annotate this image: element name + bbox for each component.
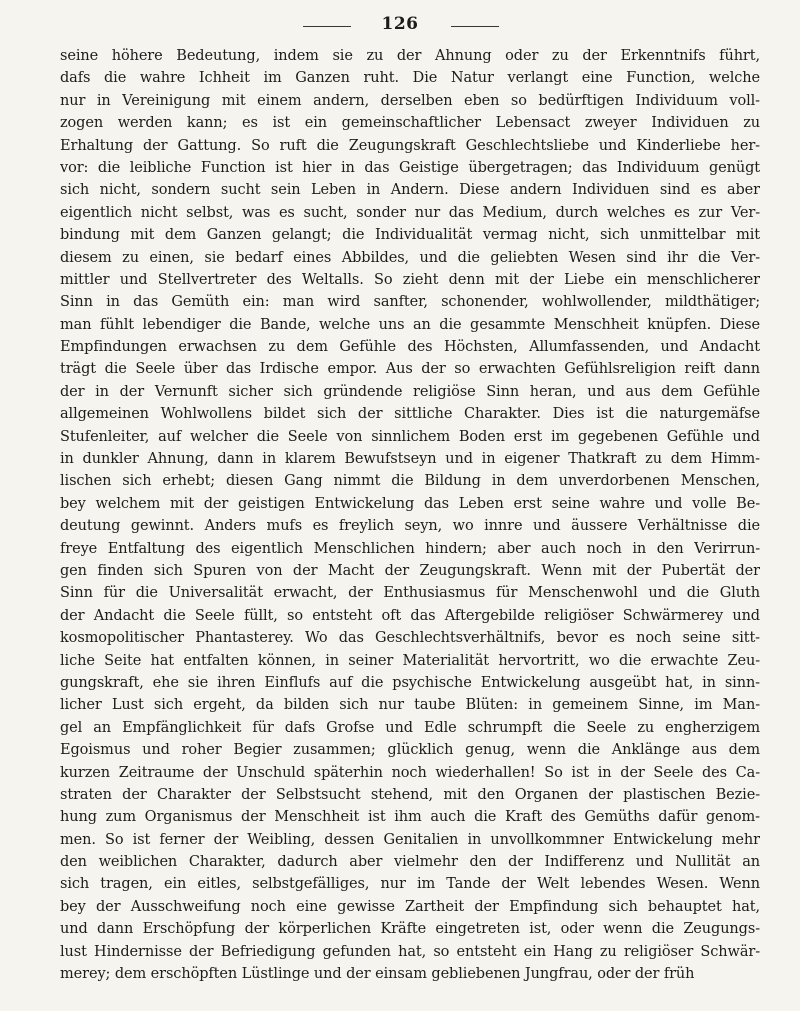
text-line: Sinn in das Gemüth ein: man wird sanfter, schonender, wohlwollender, mildthätiger;: [60, 294, 760, 311]
text-line: deutung gewinnt. Anders mufs es freylich seyn, wo innre und äussere Verhältnisse die: [60, 518, 760, 535]
header-rule-right: [451, 26, 499, 27]
text-line: men. So ist ferner der Weibling, dessen Genitalien in unvollkommner Entwickelung mehr: [60, 831, 760, 848]
text-line: allgemeinen Wohlwollens bildet sich der sittliche Charakter. Dies ist die naturgemäfse: [60, 406, 760, 423]
text-line: zogen werden kann; es ist ein gemeinschaftlicher Lebensact zweyer Individuen zu: [60, 115, 760, 132]
text-line: Sinn für die Universalität erwacht, der Enthusiasmus für Menschenwohl und die Gluth: [60, 585, 760, 602]
text-line: bey welchem mit der geistigen Entwickelung das Leben erst seine wahre und volle Be-: [60, 495, 760, 512]
text-line: man fühlt lebendiger die Bande, welche uns an die gesammte Menschheit knüpfen. Diese: [60, 316, 760, 333]
text-line: dafs die wahre Ichheit im Ganzen ruht. Die Natur verlangt eine Function, welche: [60, 70, 760, 87]
text-line: und dann Erschöpfung der körperlichen Kräfte eingetreten ist, oder wenn die Zeugungs-: [60, 921, 760, 938]
text-line: mittler und Stellvertreter des Weltalls. So zieht denn mit der Liebe ein menschlicherer: [60, 271, 760, 288]
text-line: trägt die Seele über das Irdische empor. Aus der so erwachten Gefühlsreligion reift dann: [60, 361, 760, 378]
text-line: kosmopolitischer Phantasterey. Wo das Geschlechtsverhältnifs, bevor es noch seine sitt-: [60, 630, 760, 647]
text-line: bey der Ausschweifung noch eine gewisse Zartheit der Empfindung sich behauptet hat,: [60, 898, 760, 915]
text-line: gen finden sich Spuren von der Macht der Zeugungskraft. Wenn mit der Pubertät der: [60, 562, 760, 579]
text-line: licher Lust sich ergeht, da bilden sich nur taube Blüten: in gemeinem Sinne, im Man-: [60, 697, 760, 714]
text-line: Empfindungen erwachsen zu dem Gefühle des Höchsten, Allumfassenden, und Andacht: [60, 339, 760, 356]
text-line: lischen sich erhebt; diesen Gang nimmt die Bildung in dem unverdorbenen Menschen,: [60, 473, 760, 490]
text-line: der in der Vernunft sicher sich gründende religiöse Sinn heran, und aus dem Gefühle: [60, 383, 760, 400]
text-line: seine höhere Bedeutung, indem sie zu der Ahnung oder zu der Erkenntnifs führt,: [60, 48, 760, 64]
text-line: der Andacht die Seele füllt, so entsteht oft das Aftergebilde religiöser Schwärmerey und: [60, 607, 760, 624]
text-line: gungskraft, ehe sie ihren Einflufs auf die psychische Entwickelung ausgeübt hat, in sinn-: [60, 674, 760, 691]
text-line: Stufenleiter, auf welcher die Seele von sinnlichem Boden erst im gegebenen Gefühle und: [60, 428, 760, 445]
text-line: Erhaltung der Gattung. So ruft die Zeugungskraft Geschlechtsliebe und Kinderliebe her-: [60, 137, 760, 154]
text-line: sich tragen, ein eitles, selbstgefälliges, nur im Tande der Welt lebendes Wesen. Wenn: [60, 876, 760, 893]
text-line: den weiblichen Charakter, dadurch aber vielmehr den der Indifferenz und Nullität an: [60, 854, 760, 871]
text-line: nur in Vereinigung mit einem andern, derselben eben so bedürftigen Individuum voll-: [60, 92, 760, 109]
text-line: bindung mit dem Ganzen gelangt; die Individualität vermag nicht, sich unmittelbar mit: [60, 227, 760, 244]
text-line: vor: die leibliche Function ist hier in das Geistige übergetragen; das Individuum genügt: [60, 159, 760, 176]
text-line: merey; dem erschöpften Lüstlinge und der einsam gebliebenen Jungfrau, oder der früh: [60, 966, 695, 983]
text-line: sich nicht, sondern sucht sein Leben in Andern. Diese andern Individuen sind es aber: [60, 182, 760, 199]
text-line: in dunkler Ahnung, dann in klarem Bewufstseyn und in eigener Thatkraft zu dem Himm-: [60, 451, 760, 468]
text-line: gel an Empfänglichkeit für dafs Grofse und Edle schrumpft die Seele zu engherzigem: [60, 719, 760, 736]
text-line: Egoismus und roher Begier zusammen; glücklich genug, wenn die Anklänge aus dem: [60, 742, 760, 759]
text-line: eigentlich nicht selbst, was es sucht, sonder nur das Medium, durch welches es zur Ver-: [60, 204, 760, 221]
text-line: diesem zu einen, sie bedarf eines Abbildes, und die geliebten Wesen sind ihr die Ver-: [60, 249, 760, 266]
text-line: straten der Charakter der Selbstsucht stehend, mit den Organen der plastischen Bezie-: [60, 786, 760, 803]
text-line: lust Hindernisse der Befriedigung gefunden hat, so entsteht ein Hang zu religiöser Schwär-: [60, 943, 760, 960]
text-line: freye Entfaltung des eigentlich Menschlichen hindern; aber auch noch in den Verirrun-: [60, 540, 760, 557]
body-text: [60, 45, 760, 985]
page-number: 126: [381, 14, 419, 34]
page-header: [0, 14, 800, 36]
text-line: liche Seite hat entfalten können, in seiner Materialität hervortritt, wo die erwachte Zeu-: [60, 652, 760, 669]
text-line: kurzen Zeitraume der Unschuld späterhin noch wiederhallen! So ist in der Seele des Ca-: [60, 764, 760, 781]
text-line: hung zum Organismus der Menschheit ist ihm auch die Kraft des Gemüths dafür genom-: [60, 809, 760, 826]
